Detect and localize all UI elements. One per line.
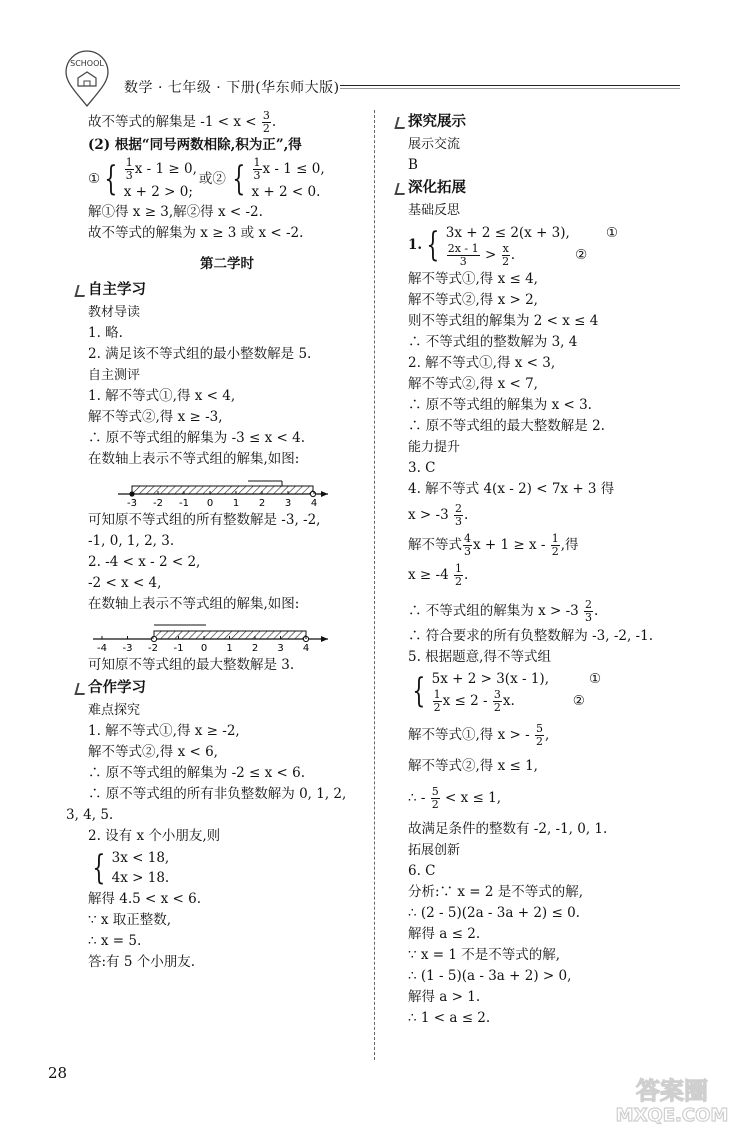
text-line: 故不等式的解集为 x ≥ 3 或 x < -2. (88, 225, 304, 241)
subsection-heading: 展示交流 (408, 137, 461, 152)
text-line: 在数轴上表示不等式组的解集,如图: (88, 596, 300, 612)
tick-label: 4 (310, 498, 318, 508)
tick-label: -1 (173, 643, 184, 653)
text-line: ∴ 原不等式组的解集为 x < 3. (408, 397, 592, 413)
text-line: 4. 解不等式 4(x - 2) < 7x + 3 得 (408, 481, 615, 497)
tick-label: -3 (122, 643, 133, 653)
text-line: 解不等式②,得 x ≤ 1, (408, 758, 538, 774)
number-line-1-svg (88, 474, 328, 508)
text-line: 则不等式组的解集为 2 < x ≤ 4 (408, 313, 599, 329)
text-line: ∴ - $\frac{5}{2}$ < x ≤ 1, (408, 785, 502, 811)
svg-text:MXQE.COM: MXQE.COM (615, 1105, 729, 1126)
page-number: 28 (48, 1064, 68, 1082)
text-line: 2. -4 < x - 2 < 2, (88, 554, 201, 570)
text-line: 1. 解不等式①,得 x < 4, (88, 388, 236, 404)
inequality-system-line (88, 847, 366, 889)
tick-label: 1 (232, 498, 240, 508)
text-line: 分析:∵ x = 2 是不等式的解, (408, 884, 584, 900)
inequality-system: { $\frac{1}{3}$ x - 1 ≥ 0, x + 2 > 0; (104, 155, 197, 200)
header-title: 数学 · 七年级 · 下册(华东师大版) (124, 80, 340, 96)
number-line-2-svg (88, 619, 328, 653)
text-line: ∴ 1 < a ≤ 2. (408, 1010, 491, 1026)
text-line: ∴ 不等式组的整数解为 3, 4 (408, 334, 578, 350)
open-endpoint (310, 491, 315, 496)
text-line: ∴ 原不等式组的解集为 -2 ≤ x < 6. (88, 765, 306, 781)
right-column (408, 110, 708, 1029)
section-heading: 合作学习 (88, 676, 366, 700)
text-line: 解不等式②,得 x ≥ -3, (88, 409, 223, 425)
text-line: 故不等式的解集是 -1 < x < $\frac{3}{2}$ . (88, 109, 277, 135)
text-line: ∴ (1 - 5)(a - 3a + 2) > 0, (408, 968, 572, 984)
solution-region (132, 486, 313, 494)
school-logo-icon (60, 50, 114, 108)
left-column (66, 109, 366, 973)
tick-label: -2 (148, 643, 158, 653)
text-line: 解不等式②,得 x < 6, (88, 744, 218, 760)
section-heading: 深化拓展 (408, 176, 708, 200)
column-divider (374, 110, 375, 1060)
tick-label: -1 (179, 498, 189, 508)
tick-label: 3 (277, 643, 284, 653)
subsection-heading: 能力提升 (408, 440, 461, 455)
text-line: B (408, 157, 418, 173)
inequality-system-line (408, 668, 708, 714)
inequality-system: { $\frac{1}{3}$ x - 1 ≤ 0, x + 2 < 0. (232, 155, 325, 200)
fraction: $\frac{3}{2}$ (262, 109, 270, 135)
text-line: 3, 4, 5. (66, 807, 114, 823)
text-line: 解不等式②,得 x < 7, (408, 376, 538, 392)
text-line: -2 < x < 4, (88, 575, 162, 591)
section-heading: 自主学习 (88, 278, 366, 302)
text-line: x > -3 $\frac{2}{3}$ . (408, 502, 469, 528)
text-line: 2. 设有 x 个小朋友,则 (88, 828, 221, 844)
section-heading: 探究展示 (408, 110, 708, 134)
text-line: 在数轴上表示不等式组的解集,如图: (88, 451, 300, 467)
tick-label: 2 (258, 498, 266, 508)
text-line: 3. C (408, 460, 436, 476)
text-line: ∵ x = 1 不是不等式的解, (408, 947, 561, 963)
text-line: 解不等式②,得 x > 2, (408, 292, 538, 308)
tick-label: -3 (127, 498, 137, 508)
text-line: ∴ 不等式组的解集为 x > -3 $\frac{2}{3}$ . (408, 598, 599, 624)
inequality-system-line: 1. { 3x + 2 ≤ 2(x + 3), ① $\frac{2x - 1}{3}$ > $\frac{x}{2}$ . ② (408, 224, 618, 268)
number-line-1 (88, 474, 366, 508)
text-line: 5. 根据题意,得不等式组 (408, 649, 551, 665)
tick-label: 2 (251, 643, 259, 653)
text-line: 解不等式①,得 x > - $\frac{5}{2}$ , (408, 722, 550, 748)
text-line: 解得 a > 1. (408, 989, 481, 1005)
text-line: 解得 4.5 < x < 6. (88, 891, 202, 907)
inequality-system: { 5x + 2 > 3(x - 1), ① $\frac{1}{2}$ x ≤ 2 - $\frac{3}{2}$ x. ② (412, 670, 602, 714)
subsection-heading: 拓展创新 (408, 843, 461, 858)
tick-label: -2 (153, 498, 163, 508)
header-rule (340, 85, 680, 86)
text-line: 6. C (408, 863, 436, 879)
text-line: 可知原不等式组的最大整数解是 3. (88, 657, 295, 673)
subsection-heading: 难点探究 (88, 703, 141, 718)
text-line: ∵ x 取正整数, (88, 912, 172, 928)
text-line: 可知原不等式组的所有整数解是 -3, -2, (88, 512, 321, 528)
text-line: 1. 解不等式①,得 x ≥ -2, (88, 723, 240, 739)
text-line: x ≥ -4 $\frac{1}{2}$ . (408, 562, 469, 588)
tick-label: 0 (200, 643, 208, 653)
text-line: -1, 0, 1, 2, 3. (88, 533, 175, 549)
text-line: ∴ (2 - 5)(2a - 3a + 2) ≤ 0. (408, 905, 580, 921)
watermark-logo (602, 1071, 742, 1127)
text-line: 2. 满足该不等式组的最小整数解是 5. (88, 346, 312, 362)
text-line: ∴ 原不等式组的解集为 -3 ≤ x < 4. (88, 430, 306, 446)
text-line: 解①得 x ≥ 3,解②得 x < -2. (88, 204, 263, 220)
text-line: 答:有 5 个小朋友. (88, 954, 196, 970)
tick-label: -4 (97, 643, 107, 653)
open-endpoint (151, 636, 156, 641)
subsection-heading: 基础反思 (408, 203, 461, 218)
text-line: ∴ 原不等式组的所有非负整数解为 0, 1, 2, (88, 786, 347, 802)
inequality-system: { 3x < 18, 4x > 18. (92, 848, 170, 888)
svg-text:答案圈: 答案圈 (636, 1077, 708, 1105)
text-line: 解不等式 $\frac{4}{3}$ x + 1 ≥ x - $\frac{1}{2}$ ,得 (408, 532, 579, 558)
lesson-heading: 第二学时 (200, 256, 254, 272)
tick-label: 1 (226, 643, 233, 653)
text-line: 1. 略. (88, 325, 123, 341)
tick-label: 0 (206, 498, 214, 508)
text-line: (2) 根据“同号两数相除,积为正”,得 (88, 137, 302, 153)
subsection-heading: 自主测评 (88, 368, 141, 383)
inequality-system-line: ① { $\frac{1}{3}$ x - 1 ≥ 0, x + 2 > 0; 或② { $\frac{1}{3}$ x - 1 ≤ 0, x + 2 < 0. (88, 155, 325, 200)
page-header (60, 50, 690, 110)
text-line: 解得 a ≤ 2. (408, 926, 481, 942)
svg-text:SCHOOL: SCHOOL (70, 59, 104, 68)
number-line-2 (88, 619, 366, 653)
text-line: ∴ x = 5. (88, 933, 142, 949)
tick-label: 3 (284, 498, 292, 508)
text-line: 故满足条件的整数有 -2, -1, 0, 1. (408, 821, 608, 837)
inequality-system: { 3x + 2 ≤ 2(x + 3), ① $\frac{2x - 1}{3}$ > $\frac{x}{2}$ . ② (426, 224, 618, 268)
subsection-heading: 教材导读 (88, 305, 141, 320)
header-rule-thin (340, 88, 680, 89)
text-line: ∴ 原不等式组的最大整数解是 2. (408, 418, 605, 434)
tick-label: 4 (302, 643, 310, 653)
text-line: ∴ 符合要求的所有负整数解为 -3, -2, -1. (408, 628, 653, 644)
text-line: 2. 解不等式①,得 x < 3, (408, 355, 556, 371)
text-line: 解不等式①,得 x ≤ 4, (408, 271, 538, 287)
